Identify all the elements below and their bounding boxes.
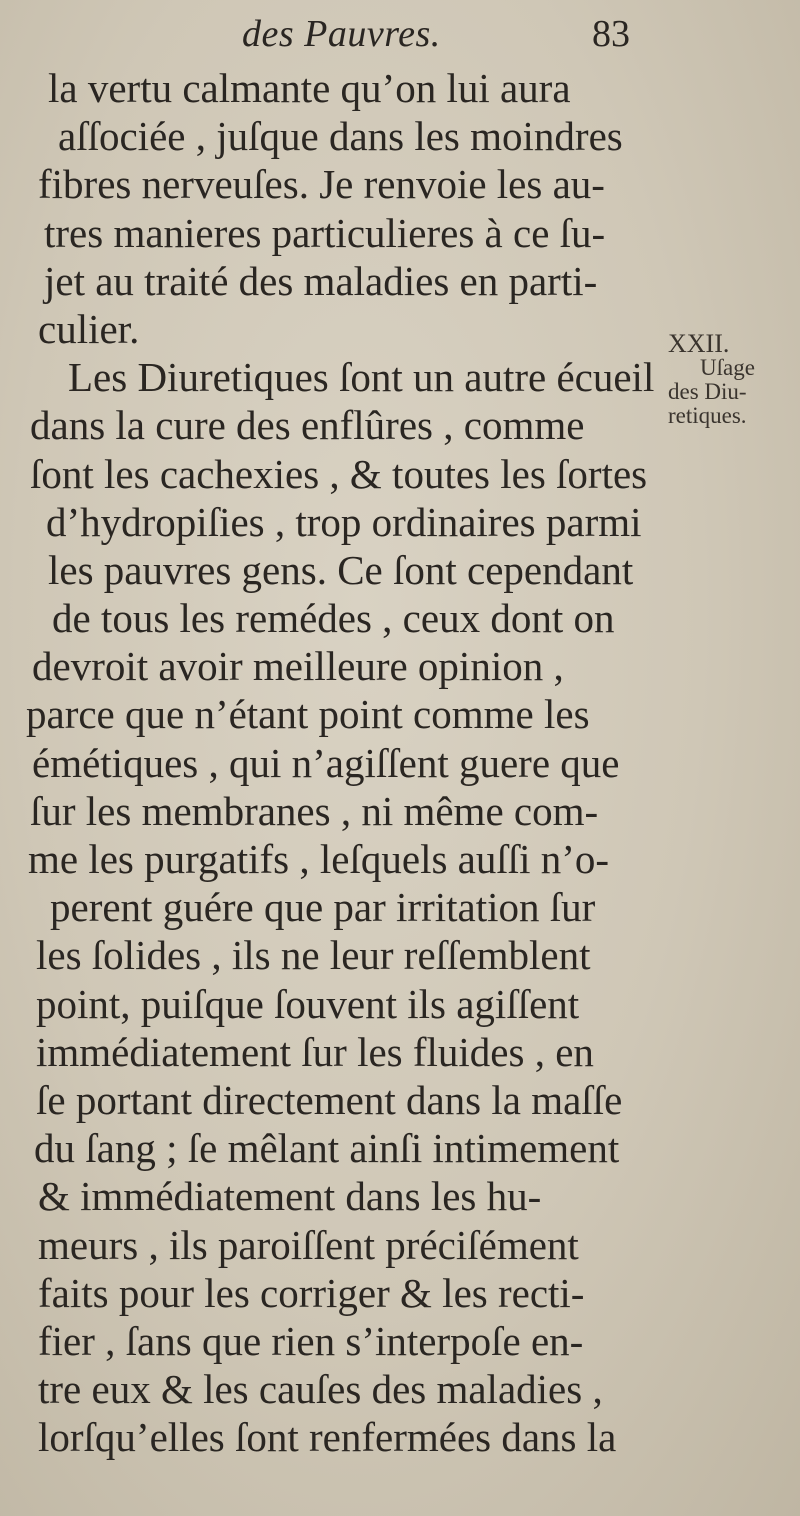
margin-note-line: Uſage	[700, 355, 755, 380]
text-line: tre eux & les cauſes des maladies ,	[38, 1366, 603, 1413]
body-text	[24, 64, 664, 1461]
text-line: la vertu calmante qu’on lui aura	[48, 65, 571, 111]
text-line: ſe portant directement dans la maſſe	[36, 1076, 623, 1123]
page-header	[0, 8, 800, 64]
text-line: meurs , ils paroiſſent préciſément	[38, 1221, 579, 1268]
text-line: parce que n’étant point comme les	[26, 691, 590, 738]
text-line: Les Diuretiques ſont un autre écueil	[68, 354, 655, 401]
text-line: émétiques , qui n’agiſſent guere que	[32, 739, 620, 786]
text-line: lorſqu’elles ſont renfermées dans la	[38, 1414, 617, 1461]
text-line: tres manieres particulieres à ce ſu-	[44, 209, 606, 256]
text-line: de tous les remédes , ceux dont on	[52, 595, 615, 642]
text-line: fibres nerveuſes. Je renvoie les au-	[38, 161, 605, 208]
text-line: dans la cure des enflûres , comme	[30, 402, 585, 449]
margin-note-number: XXII.	[668, 329, 730, 358]
text-line: ſont les cachexies , & toutes les ſortes	[30, 450, 648, 497]
text-line: culier.	[38, 305, 140, 352]
text-line: point, puiſque ſouvent ils agiſſent	[36, 980, 580, 1027]
text-line: les pauvres gens. Ce ſont cependant	[48, 546, 634, 593]
text-line: aſſociée , juſque dans les moindres	[58, 113, 623, 160]
text-line: me les purgatifs , leſquels auſſi n’o-	[28, 836, 610, 882]
text-line: les ſolides , ils ne leur reſſemblent	[36, 932, 591, 979]
margin-note	[668, 329, 796, 428]
margin-note-line: retiques.	[668, 403, 747, 428]
text-line: faits pour les corriger & les recti-	[38, 1269, 585, 1316]
margin-note-line: des Diu-	[668, 379, 747, 404]
text-line: immédiatement ſur les fluides , en	[36, 1028, 594, 1075]
text-line: & immédiatement dans les hu-	[38, 1173, 542, 1220]
text-line: perent guére que par irritation ſur	[50, 884, 596, 931]
page-number: 83	[592, 13, 630, 55]
text-line: fier , ſans que rien s’interpoſe en-	[38, 1317, 584, 1364]
running-title: des Pauvres.	[242, 13, 441, 55]
text-line: jet au traité des maladies en parti-	[44, 257, 598, 304]
text-line: du ſang ; ſe mêlant ainſi intimement	[34, 1125, 620, 1172]
text-line: d’hydropiſies , trop ordinaires parmi	[46, 498, 642, 545]
text-line: devroit avoir meilleure opinion ,	[32, 643, 564, 690]
text-line: ſur les membranes , ni même com-	[30, 787, 599, 834]
